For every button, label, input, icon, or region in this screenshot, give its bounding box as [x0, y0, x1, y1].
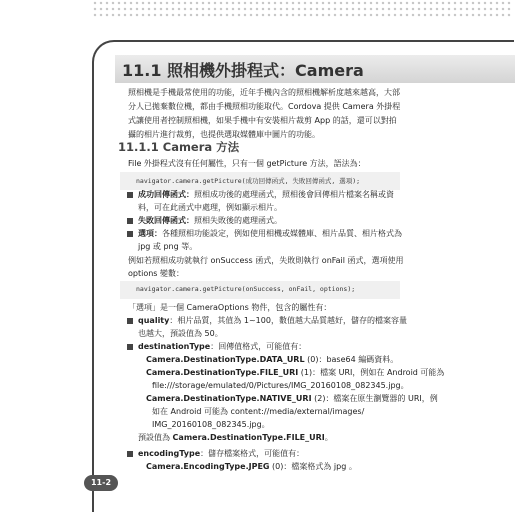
option-encoding	[138, 447, 408, 460]
option-desc: ：相片品質，其值為 1~100，數值越大品質越好，儲存的檔案容量也越大，預設值為 50。	[138, 316, 407, 338]
bullet-icon	[127, 218, 133, 224]
option-term: destinationType	[138, 342, 211, 351]
destination-item-cont: file:///storage/emulated/0/Pictures/IMG_20160108_082345.jpg。	[152, 381, 409, 390]
default-value: Camera.DestinationType.FILE_URI	[172, 433, 325, 442]
option-desc: ：回傳值格式，可能值有：	[210, 342, 307, 351]
option-term: encodingType	[138, 449, 201, 458]
encoding-desc: (0)：檔案格式為 jpg 。	[269, 462, 357, 471]
bullet-icon	[127, 318, 133, 324]
option-desc: ：儲存檔案格式，可能值有：	[200, 449, 305, 458]
page-title: 11.1 照相機外掛程式：Camera	[122, 61, 364, 80]
example-intro: 例如若照相成功就執行 onSuccess 函式，失敗則執行 onFail 函式，選項使用 options 變數：	[128, 256, 404, 278]
destination-item	[146, 353, 398, 366]
intro-paragraph: 照相機是手機最常使用的功能，近年手機內含的照相機解析度越來越高，大部分人已拋棄數位機，都由手機照相功能取代。Cordova 提供 Camera 外掛程式讓使用者控制照相機，如果手機中有安裝相片裁剪 App 的話，還可以對拍攝的相片進行裁剪，也提供選取媒體庫中圖片的功能。	[128, 88, 401, 139]
param-fail	[138, 214, 408, 227]
param-desc: 照相失敗後的處理函式。	[194, 216, 282, 225]
decorative-dot-pattern	[92, 0, 512, 18]
bullet-icon	[127, 344, 133, 350]
code-block-2	[120, 281, 400, 299]
param-success	[138, 188, 408, 214]
param-term: 選項：	[138, 229, 162, 238]
destination-term: Camera.DestinationType.DATA_URL	[146, 355, 305, 364]
bullet-icon	[127, 451, 133, 457]
destination-desc: (2)：檔案在原生瀏覽器的 URI，例	[311, 394, 438, 403]
param-desc: 各種照相功能設定，例如使用相機或媒體庫、相片品質、相片格式為 jpg 或 png 等。	[138, 229, 402, 251]
destination-default	[138, 431, 333, 444]
default-suffix: 。	[324, 433, 333, 442]
default-prefix: 預設值為	[138, 433, 173, 442]
encoding-term: Camera.EncodingType.JPEG	[146, 462, 270, 471]
option-quality	[138, 314, 408, 340]
encoding-item	[146, 460, 357, 473]
options-intro: 「選項」是一個 CameraOptions 物件，包含的屬性有：	[128, 303, 332, 312]
bullet-icon	[127, 192, 133, 198]
destination-item	[146, 366, 444, 379]
destination-term: Camera.DestinationType.FILE_URI	[146, 368, 299, 377]
param-term: 成功回傳函式：	[138, 190, 194, 199]
param-desc: 照相成功後的處理函式，照相後會回傳相片檔案名稱或資料，可在此函式中處理，例如顯示相片。	[138, 190, 394, 212]
param-options	[138, 227, 408, 253]
destination-desc: (0)：base64 編碼資料。	[304, 355, 399, 364]
destination-item-cont: IMG_20160108_082345.jpg。	[152, 420, 270, 429]
destination-item-cont: 如在 Android 可能為 content://media/external/images/	[152, 407, 365, 416]
bullet-icon	[127, 231, 133, 237]
destination-item	[146, 392, 438, 405]
param-term: 失敗回傳函式：	[138, 216, 194, 225]
destination-term: Camera.DestinationType.NATIVE_URI	[146, 394, 312, 403]
code-line-2: navigator.camera.getPicture(onSuccess, onFail, options);	[136, 285, 356, 293]
file-intro: File 外掛程式沒有任何屬性，只有一個 getPicture 方法，語法為：	[128, 159, 366, 168]
code-line-1: navigator.camera.getPicture(成功回傳函式, 失敗回傳函式, 選項);	[136, 177, 361, 185]
destination-desc: (1)：檔案 URI，例如在 Android 可能為	[298, 368, 445, 377]
option-term: quality	[138, 316, 170, 325]
page-number: 11-2	[84, 475, 118, 491]
section-heading: 11.1.1 Camera 方法	[118, 140, 240, 154]
option-destination	[138, 340, 408, 353]
